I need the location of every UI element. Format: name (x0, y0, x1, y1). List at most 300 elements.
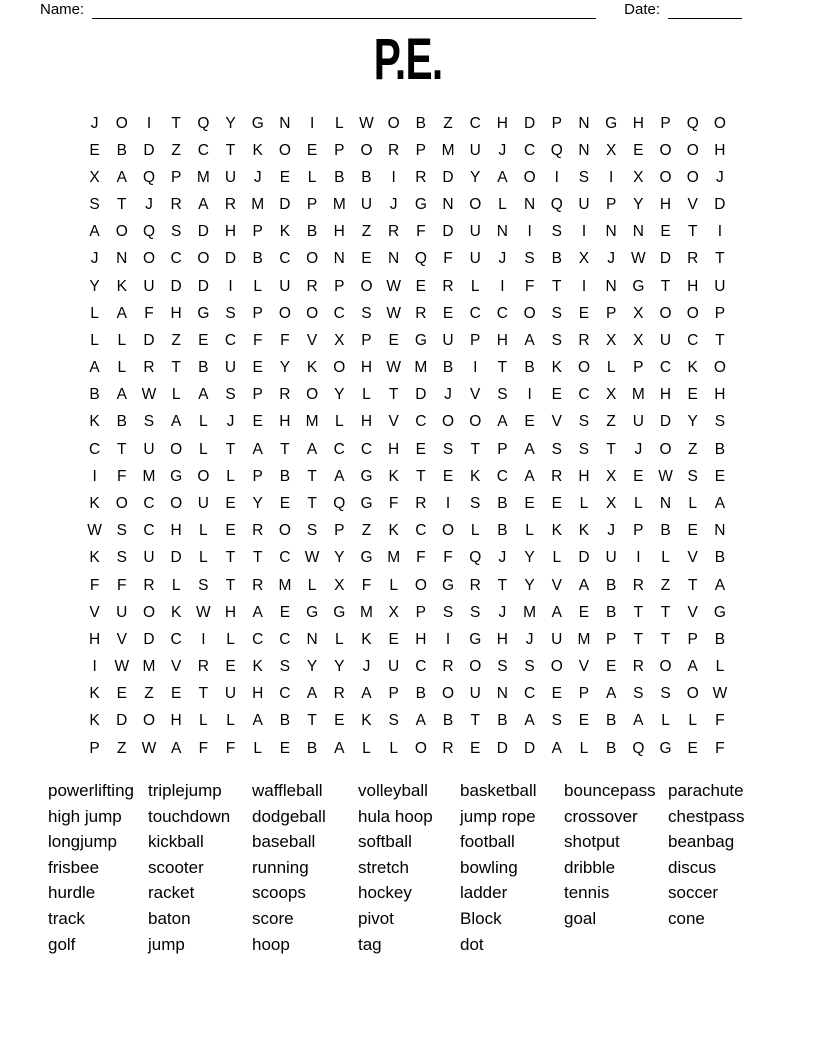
grid-letter-r2-c19: N (578, 141, 590, 159)
grid-letter-r16-c3: C (143, 522, 155, 540)
grid-letter-r7-c9: R (306, 277, 318, 295)
grid-letter-r8-c19: E (578, 304, 590, 322)
grid-letter-r11-c10: Y (334, 386, 345, 404)
grid-letter-r12-c16: A (497, 413, 508, 431)
grid-letter-r11-c16: S (497, 386, 508, 404)
grid-letter-r15-c20: X (605, 494, 617, 512)
word-item: jump rope (460, 806, 536, 826)
grid-letter-r21-c23: A (687, 658, 698, 676)
grid-letter-r19-c4: K (170, 603, 182, 621)
grid-letter-r17-c21: I (636, 549, 641, 567)
word-item: scooter (148, 857, 204, 877)
grid-letter-r23-c17: A (524, 712, 535, 730)
grid-letter-r18-c22: Z (660, 576, 671, 594)
grid-letter-r13-c17: A (524, 440, 535, 458)
grid-letter-r7-c16: I (500, 277, 505, 295)
grid-letter-r2-c13: P (415, 141, 427, 159)
grid-letter-r13-c19: S (578, 440, 590, 458)
grid-letter-r11-c6: S (225, 386, 236, 404)
grid-letter-r12-c7: E (252, 413, 263, 431)
grid-letter-r9-c22: U (659, 331, 672, 349)
word-item: racket (148, 883, 195, 903)
grid-letter-r3-c6: U (224, 168, 237, 186)
grid-letter-r2-c4: Z (171, 141, 181, 159)
grid-letter-r6-c16: J (498, 250, 507, 268)
grid-letter-r2-c16: J (498, 141, 507, 159)
grid-letter-r6-c13: Q (414, 250, 427, 268)
grid-letter-r11-c1: B (89, 386, 100, 404)
grid-letter-r10-c24: O (713, 359, 726, 377)
grid-letter-r10-c22: C (659, 359, 672, 377)
grid-letter-r4-c2: T (117, 196, 127, 214)
grid-letter-r11-c4: L (171, 386, 181, 404)
grid-letter-r19-c8: E (279, 603, 291, 621)
grid-letter-r8-c22: O (659, 304, 672, 322)
grid-letter-r19-c17: M (523, 603, 537, 621)
grid-letter-r11-c23: E (687, 386, 698, 404)
grid-letter-r19-c5: W (196, 603, 211, 621)
grid-letter-r10-c15: I (473, 359, 478, 377)
grid-letter-r2-c17: C (523, 141, 536, 159)
grid-letter-r23-c21: A (633, 712, 644, 730)
grid-letter-r18-c16: T (497, 576, 508, 594)
grid-letter-r14-c12: K (388, 467, 399, 485)
grid-letter-r22-c23: O (686, 685, 699, 703)
grid-letter-r7-c8: U (279, 277, 291, 295)
grid-letter-r13-c4: O (170, 440, 183, 458)
grid-letter-r2-c22: O (659, 141, 672, 159)
grid-letter-r13-c8: T (280, 440, 290, 458)
grid-letter-r15-c22: N (659, 494, 672, 512)
grid-letter-r22-c2: E (116, 685, 127, 703)
grid-letter-r6-c2: N (116, 250, 128, 268)
grid-letter-r14-c19: H (578, 467, 590, 485)
grid-letter-r11-c21: M (631, 386, 645, 404)
grid-letter-r4-c19: U (578, 196, 590, 214)
grid-letter-r15-c1: K (89, 494, 100, 512)
word-list-column-2 (148, 778, 252, 957)
grid-letter-r19-c2: U (116, 603, 128, 621)
grid-letter-r17-c20: U (605, 549, 617, 567)
grid-letter-r7-c1: Y (89, 277, 100, 295)
grid-letter-r24-c11: L (362, 739, 371, 757)
grid-letter-r22-c24: W (712, 685, 728, 703)
grid-letter-r17-c12: M (387, 549, 401, 567)
grid-letter-r7-c10: P (334, 277, 345, 295)
grid-letter-r21-c12: U (388, 658, 400, 676)
grid-letter-r5-c17: I (527, 223, 532, 241)
grid-letter-r21-c9: Y (306, 658, 318, 676)
grid-letter-r8-c10: C (333, 304, 345, 322)
grid-letter-r3-c15: Y (470, 168, 481, 186)
word-item: soccer (668, 883, 719, 903)
grid-letter-r13-c18: S (551, 440, 562, 458)
grid-letter-r14-c21: E (633, 467, 644, 485)
grid-letter-r20-c3: D (143, 630, 155, 648)
grid-letter-r9-c20: X (605, 331, 617, 349)
grid-letter-r17-c4: D (170, 549, 182, 567)
grid-letter-r24-c4: A (170, 739, 182, 757)
grid-letter-r20-c20: P (605, 630, 617, 648)
grid-letter-r23-c20: B (605, 712, 617, 730)
word-item: cone (668, 908, 705, 928)
word-item: powerlifting (48, 781, 134, 800)
grid-letter-r18-c13: O (414, 576, 427, 594)
grid-letter-r1-c18: P (551, 114, 562, 132)
grid-letter-r19-c13: P (415, 603, 427, 621)
grid-letter-r19-c21: T (633, 603, 644, 621)
grid-letter-r21-c7: K (252, 658, 263, 676)
grid-letter-r9-c11: P (361, 331, 372, 349)
grid-letter-r8-c9: O (306, 304, 319, 322)
grid-letter-r6-c21: W (631, 250, 646, 268)
grid-letter-r8-c15: C (469, 304, 481, 322)
grid-letter-r14-c18: R (551, 467, 563, 485)
grid-letter-r22-c13: B (415, 685, 427, 703)
grid-letter-r22-c15: U (469, 685, 481, 703)
grid-letter-r17-c8: C (279, 549, 291, 567)
grid-letter-r6-c9: O (306, 250, 319, 268)
grid-letter-r12-c13: C (415, 413, 427, 431)
grid-letter-r12-c14: O (442, 413, 455, 431)
grid-letter-r6-c20: J (607, 250, 616, 268)
grid-letter-r19-c3: O (142, 603, 155, 621)
grid-letter-r18-c5: S (198, 576, 209, 594)
grid-letter-r10-c10: O (333, 359, 346, 377)
grid-letter-r24-c8: E (279, 739, 291, 757)
grid-letter-r23-c4: H (170, 712, 182, 730)
grid-letter-r13-c13: E (415, 440, 427, 458)
grid-letter-r23-c15: T (470, 712, 480, 730)
name-label: Name: (40, 1, 85, 18)
grid-letter-r10-c5: B (198, 359, 209, 377)
grid-letter-r7-c23: H (687, 277, 699, 295)
grid-letter-r1-c24: O (713, 114, 726, 132)
word-item: dot (460, 934, 484, 954)
grid-letter-r17-c5: L (199, 549, 208, 567)
grid-letter-r10-c11: H (360, 359, 373, 377)
grid-letter-r12-c17: E (524, 413, 535, 431)
grid-letter-r15-c24: A (714, 494, 726, 512)
word-list-column-6 (564, 778, 668, 957)
grid-letter-r3-c20: I (609, 168, 614, 186)
grid-letter-r23-c10: E (334, 712, 345, 730)
grid-letter-r2-c11: O (360, 141, 373, 159)
grid-letter-r21-c4: V (170, 658, 182, 676)
grid-letter-r18-c21: R (632, 576, 644, 594)
grid-letter-r23-c5: L (199, 712, 208, 730)
grid-letter-r22-c18: E (551, 685, 562, 703)
word-item: shotput (564, 832, 620, 852)
grid-letter-r3-c16: A (497, 168, 508, 186)
grid-letter-r14-c6: L (226, 467, 235, 485)
letter-grid (81, 110, 734, 762)
grid-letter-r8-c6: S (225, 304, 236, 322)
grid-letter-r4-c23: V (687, 196, 698, 214)
word-item: football (460, 832, 515, 852)
grid-letter-r17-c6: T (225, 549, 236, 567)
grid-letter-r11-c20: X (605, 386, 617, 404)
grid-letter-r13-c22: O (659, 440, 672, 458)
grid-letter-r16-c16: B (497, 522, 508, 540)
word-item: basketball (460, 781, 537, 800)
grid-letter-r11-c5: A (198, 386, 209, 404)
grid-letter-r16-c7: R (252, 522, 264, 540)
grid-letter-r4-c11: U (360, 196, 373, 214)
grid-letter-r21-c2: W (114, 658, 130, 676)
grid-letter-r20-c4: C (170, 630, 182, 648)
grid-letter-r16-c1: W (87, 522, 102, 540)
grid-letter-r2-c8: O (278, 141, 291, 159)
grid-letter-r22-c6: U (224, 685, 237, 703)
word-item: kickball (148, 832, 204, 852)
grid-letter-r24-c5: F (198, 739, 209, 757)
grid-letter-r4-c14: N (442, 196, 454, 214)
grid-letter-r6-c4: C (170, 250, 182, 268)
grid-letter-r1-c12: O (387, 114, 400, 132)
grid-letter-r8-c18: S (551, 304, 562, 322)
grid-letter-r13-c11: C (360, 440, 373, 458)
grid-letter-r16-c4: H (170, 522, 182, 540)
grid-letter-r18-c8: M (278, 576, 292, 594)
grid-letter-r19-c20: B (605, 603, 617, 621)
grid-letter-r14-c16: C (496, 467, 508, 485)
grid-letter-r24-c20: B (605, 739, 617, 757)
grid-letter-r19-c19: E (578, 603, 590, 621)
grid-letter-r24-c24: F (715, 739, 725, 757)
grid-letter-r3-c17: O (523, 168, 536, 186)
grid-letter-r19-c1: V (89, 603, 100, 621)
grid-letter-r18-c24: A (714, 576, 726, 594)
grid-letter-r14-c9: T (307, 467, 317, 485)
grid-letter-r16-c23: E (687, 522, 698, 540)
grid-letter-r4-c5: A (198, 196, 209, 214)
grid-letter-r24-c2: Z (117, 739, 127, 757)
grid-letter-r15-c16: B (497, 494, 508, 512)
grid-letter-r17-c11: G (360, 549, 373, 567)
grid-letter-r1-c22: P (660, 114, 671, 132)
grid-letter-r23-c6: L (226, 712, 235, 730)
grid-letter-r20-c6: L (226, 630, 235, 648)
grid-letter-r20-c9: N (306, 630, 318, 648)
grid-letter-r17-c24: B (714, 549, 726, 567)
grid-letter-r23-c3: O (142, 712, 155, 730)
grid-letter-r20-c7: C (252, 630, 264, 648)
grid-letter-r1-c15: C (469, 114, 481, 132)
grid-letter-r13-c12: H (388, 440, 400, 458)
grid-letter-r23-c12: S (388, 712, 399, 730)
grid-letter-r9-c8: F (280, 331, 290, 349)
word-item: softball (358, 832, 412, 852)
grid-letter-r6-c24: T (715, 250, 725, 268)
grid-letter-r1-c3: I (146, 114, 152, 132)
grid-letter-r24-c14: R (442, 739, 454, 757)
grid-letter-r10-c19: O (577, 359, 590, 377)
grid-letter-r21-c14: R (442, 658, 454, 676)
grid-letter-r19-c9: G (306, 603, 319, 621)
grid-letter-r3-c11: B (361, 168, 372, 186)
grid-letter-r9-c9: V (306, 331, 318, 349)
word-item: pivot (358, 908, 394, 928)
grid-letter-r5-c11: Z (361, 223, 372, 241)
grid-letter-r11-c3: W (141, 386, 157, 404)
grid-letter-r9-c13: G (414, 331, 427, 349)
grid-letter-r13-c24: B (714, 440, 726, 458)
grid-letter-r13-c10: C (333, 440, 345, 458)
grid-letter-r18-c14: G (442, 576, 455, 594)
grid-letter-r18-c6: T (225, 576, 236, 594)
grid-letter-r24-c19: L (579, 739, 589, 757)
grid-letter-r11-c19: C (578, 386, 590, 404)
grid-letter-r1-c5: Q (197, 114, 210, 132)
word-item: dodgeball (252, 806, 326, 826)
grid-letter-r6-c7: B (252, 250, 263, 268)
grid-letter-r9-c18: S (551, 331, 562, 349)
grid-letter-r5-c1: A (89, 223, 100, 241)
grid-letter-r21-c6: E (225, 658, 236, 676)
grid-letter-r4-c15: O (469, 196, 482, 214)
grid-letter-r4-c20: P (605, 196, 617, 214)
grid-letter-r18-c3: R (143, 576, 155, 594)
grid-letter-r16-c11: Z (361, 522, 372, 540)
page-title: P.E. (373, 27, 443, 92)
grid-letter-r17-c9: W (304, 549, 320, 567)
word-item: waffleball (252, 781, 323, 800)
grid-letter-r9-c17: A (524, 331, 535, 349)
grid-letter-r2-c23: O (686, 141, 699, 159)
grid-letter-r22-c21: S (633, 685, 644, 703)
grid-letter-r19-c23: V (687, 603, 698, 621)
grid-letter-r8-c1: L (90, 304, 99, 322)
grid-letter-r12-c18: V (551, 413, 562, 431)
grid-letter-r21-c15: O (469, 658, 482, 676)
grid-letter-r8-c21: X (633, 304, 644, 322)
grid-letter-r24-c1: P (89, 739, 100, 757)
grid-letter-r11-c15: V (470, 386, 481, 404)
grid-letter-r20-c19: M (577, 630, 591, 648)
grid-letter-r23-c11: K (361, 712, 372, 730)
grid-letter-r2-c6: T (225, 141, 236, 159)
grid-letter-r1-c10: L (334, 114, 344, 132)
grid-letter-r9-c24: T (715, 331, 725, 349)
grid-letter-r8-c23: O (686, 304, 699, 322)
grid-letter-r4-c22: H (659, 196, 672, 214)
grid-letter-r8-c14: E (442, 304, 454, 322)
grid-letter-r23-c7: A (252, 712, 263, 730)
grid-letter-r17-c1: K (89, 549, 100, 567)
grid-letter-r16-c18: K (551, 522, 562, 540)
grid-letter-r2-c21: E (633, 141, 644, 159)
grid-letter-r22-c19: P (578, 685, 590, 703)
word-item: hula hoop (358, 806, 433, 826)
grid-letter-r22-c1: K (89, 685, 100, 703)
grid-letter-r19-c14: S (442, 603, 454, 621)
grid-letter-r13-c9: A (306, 440, 318, 458)
grid-letter-r15-c19: L (579, 494, 589, 512)
grid-letter-r15-c11: G (360, 494, 373, 512)
grid-letter-r22-c12: P (388, 685, 399, 703)
grid-letter-r13-c23: Z (687, 440, 698, 458)
grid-letter-r24-c22: G (659, 739, 672, 757)
grid-letter-r14-c3: M (142, 467, 156, 485)
grid-letter-r15-c2: O (115, 494, 128, 512)
grid-letter-r7-c18: T (552, 277, 562, 295)
grid-letter-r19-c11: M (360, 603, 373, 621)
grid-letter-r1-c23: Q (686, 114, 699, 132)
word-item: golf (48, 934, 76, 954)
word-item: dribble (564, 857, 616, 877)
grid-letter-r9-c4: Z (171, 331, 181, 349)
grid-letter-r13-c7: A (252, 440, 263, 458)
worksheet-header (40, 1, 742, 19)
grid-letter-r13-c6: T (225, 440, 236, 458)
grid-letter-r3-c12: I (391, 168, 396, 186)
grid-letter-r11-c8: R (279, 386, 291, 404)
grid-letter-r6-c23: R (687, 250, 699, 268)
grid-letter-r22-c11: A (361, 685, 372, 703)
grid-letter-r10-c12: W (386, 359, 401, 377)
grid-letter-r23-c24: F (715, 712, 725, 730)
grid-letter-r15-c3: C (143, 494, 155, 512)
grid-letter-r21-c16: S (497, 658, 508, 676)
grid-letter-r2-c24: H (714, 141, 726, 159)
grid-letter-r22-c4: E (170, 685, 182, 703)
grid-letter-r9-c1: L (90, 331, 99, 349)
grid-letter-r17-c13: F (416, 549, 426, 567)
grid-letter-r2-c10: P (334, 141, 345, 159)
grid-letter-r10-c20: L (606, 359, 616, 377)
date-blank-line (668, 3, 742, 19)
grid-letter-r12-c21: U (632, 413, 644, 431)
grid-letter-r6-c5: O (197, 250, 210, 268)
grid-letter-r19-c16: J (498, 603, 507, 621)
grid-letter-r9-c3: D (143, 331, 155, 349)
grid-letter-r21-c5: R (197, 658, 209, 676)
grid-letter-r3-c14: D (442, 168, 454, 186)
grid-letter-r1-c13: B (415, 114, 427, 132)
grid-letter-r2-c5: C (197, 141, 209, 159)
grid-letter-r21-c10: Y (334, 658, 345, 676)
grid-letter-r6-c14: F (443, 250, 453, 268)
grid-letter-r15-c12: F (388, 494, 399, 512)
grid-letter-r12-c2: B (116, 413, 127, 431)
grid-letter-r6-c17: S (524, 250, 535, 268)
grid-letter-r9-c10: X (334, 331, 345, 349)
grid-letter-r16-c9: S (306, 522, 318, 540)
grid-letter-r9-c19: R (578, 331, 590, 349)
grid-letter-r21-c19: V (578, 658, 590, 676)
grid-letter-r22-c5: T (198, 685, 209, 703)
grid-letter-r15-c14: I (445, 494, 451, 512)
grid-letter-r1-c21: H (632, 114, 644, 132)
grid-letter-r5-c18: S (551, 223, 562, 241)
grid-letter-r23-c14: B (442, 712, 454, 730)
grid-letter-r18-c17: Y (524, 576, 535, 594)
word-item: stretch (358, 857, 410, 877)
grid-letter-r23-c23: L (688, 712, 698, 730)
grid-letter-r2-c1: E (89, 141, 100, 159)
grid-letter-r20-c18: U (551, 630, 563, 648)
grid-letter-r19-c7: A (252, 603, 263, 621)
grid-letter-r11-c7: P (252, 386, 263, 404)
grid-letter-r23-c19: E (578, 712, 590, 730)
grid-letter-r10-c6: U (224, 359, 237, 377)
grid-letter-r10-c1: A (89, 359, 100, 377)
grid-letter-r10-c2: L (117, 359, 127, 377)
grid-letter-r19-c18: A (551, 603, 562, 621)
grid-letter-r10-c18: K (551, 359, 562, 377)
grid-letter-r16-c10: P (334, 522, 345, 540)
